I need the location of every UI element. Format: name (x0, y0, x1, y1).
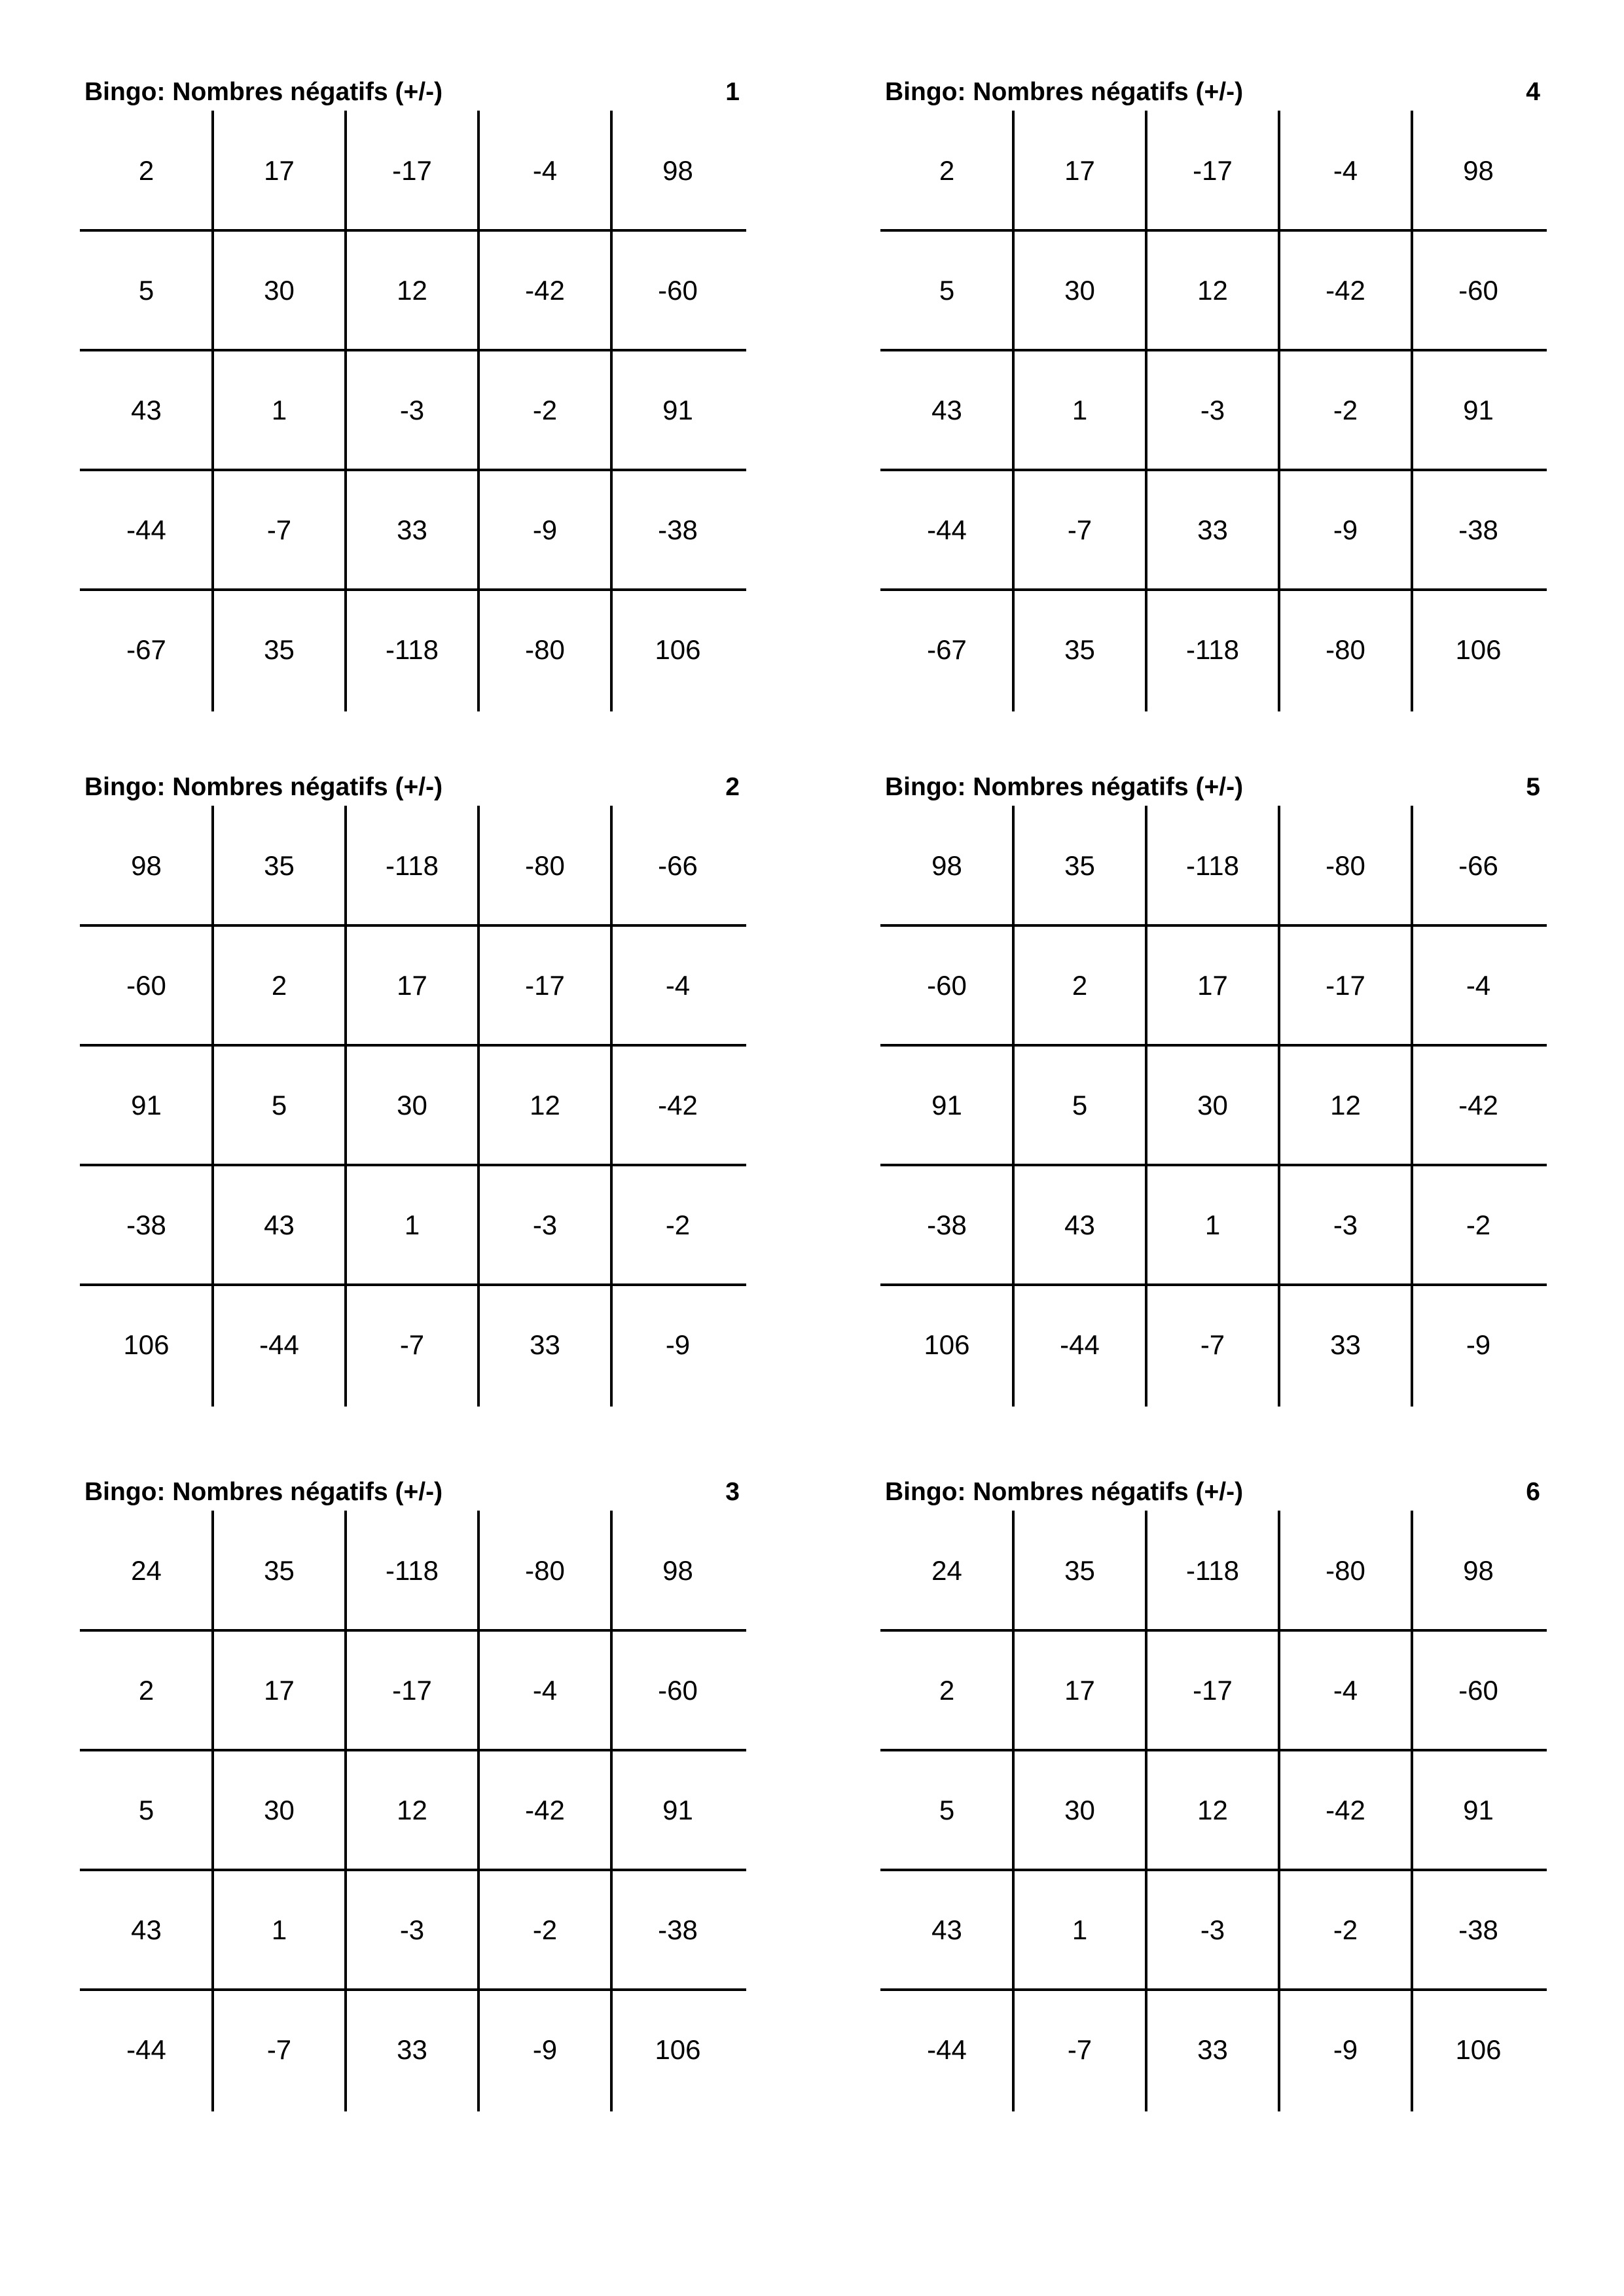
grid-horizontal-line (880, 1044, 1547, 1047)
grid-cell: -42 (525, 1794, 565, 1825)
grid-cell: 43 (1064, 1209, 1095, 1240)
grid-cell: 24 (931, 1554, 962, 1586)
grid-cell: -17 (1326, 969, 1365, 1001)
grid-vertical-line (344, 806, 347, 1407)
grid-cell: -2 (532, 1914, 558, 1945)
grid-horizontal-line (880, 1749, 1547, 1751)
grid-horizontal-line (80, 229, 746, 232)
grid-cell: 98 (1463, 154, 1494, 186)
grid-vertical-line (1411, 806, 1413, 1407)
grid-cell: 1 (1072, 1914, 1088, 1945)
grid-cell: -42 (525, 274, 565, 306)
card-title: Bingo: Nombres négatifs (+/-) (885, 773, 1244, 801)
grid-cell: 35 (264, 1554, 295, 1586)
card-header (80, 770, 746, 806)
grid-cell: 12 (1330, 1089, 1361, 1121)
card-header (80, 75, 746, 111)
grid-vertical-line (1145, 111, 1147, 711)
grid-cell: 91 (1463, 1794, 1494, 1825)
grid-vertical-line (1411, 111, 1413, 711)
card-number: 6 (1526, 1478, 1540, 1506)
grid-cell: 12 (530, 1089, 560, 1121)
grid-cell: -44 (259, 1329, 299, 1360)
grid-cell: -60 (126, 969, 166, 1001)
grid-cell: 35 (1064, 1554, 1095, 1586)
grid-cell: -42 (1326, 274, 1365, 306)
grid-cell: -38 (1458, 1914, 1498, 1945)
grid-vertical-line (1278, 1511, 1280, 2111)
grid-cell: -67 (927, 634, 967, 665)
grid-vertical-line (477, 111, 480, 711)
grid-horizontal-line (880, 469, 1547, 471)
grid-cell: -2 (1333, 1914, 1358, 1945)
grid-cell: -17 (392, 1674, 432, 1706)
grid-cell: -44 (1060, 1329, 1100, 1360)
grid-vertical-line (344, 1511, 347, 2111)
grid-horizontal-line (880, 588, 1547, 591)
grid-horizontal-line (880, 349, 1547, 351)
grid-cell: 1 (1072, 394, 1088, 425)
bingo-card (880, 75, 1547, 711)
grid-horizontal-line (880, 1869, 1547, 1871)
grid-cell: 1 (271, 394, 287, 425)
grid-cell: -80 (525, 1554, 565, 1586)
grid-cell: 33 (397, 514, 427, 545)
grid-cell: -7 (1067, 514, 1092, 545)
grid-horizontal-line (880, 229, 1547, 232)
grid-cell: 33 (530, 1329, 560, 1360)
grid-cell: -67 (126, 634, 166, 665)
grid-cell: -118 (386, 634, 439, 665)
grid-cell: 98 (931, 850, 962, 881)
card-header (880, 75, 1547, 111)
grid-horizontal-line (80, 1869, 746, 1871)
grid-cell: 12 (1197, 274, 1228, 306)
card-header (880, 1475, 1547, 1511)
grid-cell: 5 (939, 274, 955, 306)
grid-vertical-line (477, 806, 480, 1407)
grid-cell: 5 (138, 1794, 154, 1825)
grid-cell: -7 (399, 1329, 425, 1360)
grid-cell: 17 (397, 969, 427, 1001)
grid-cell: 43 (931, 1914, 962, 1945)
grid-cell: 35 (1064, 850, 1095, 881)
grid-cell: -66 (658, 850, 698, 881)
bingo-grid (880, 806, 1547, 1407)
grid-cell: -118 (1186, 850, 1239, 881)
grid-cell: 5 (271, 1089, 287, 1121)
grid-horizontal-line (80, 469, 746, 471)
grid-cell: 33 (1197, 514, 1228, 545)
grid-vertical-line (610, 111, 613, 711)
grid-cell: 2 (939, 154, 955, 186)
grid-cell: -38 (658, 1914, 698, 1945)
bingo-card (80, 75, 746, 711)
grid-cell: 17 (1064, 1674, 1095, 1706)
grid-cell: 33 (397, 2034, 427, 2065)
grid-cell: -2 (1466, 1209, 1491, 1240)
grid-cell: 91 (1463, 394, 1494, 425)
grid-cell: 35 (264, 850, 295, 881)
grid-cell: 35 (264, 634, 295, 665)
grid-cell: -80 (1326, 850, 1365, 881)
grid-cell: 43 (264, 1209, 295, 1240)
grid-cell: -42 (658, 1089, 698, 1121)
card-header (880, 770, 1547, 806)
grid-cell: -3 (1200, 1914, 1225, 1945)
grid-cell: 1 (271, 1914, 287, 1945)
grid-cell: -3 (399, 1914, 425, 1945)
card-title: Bingo: Nombres négatifs (+/-) (84, 1478, 443, 1506)
grid-cell: -60 (1458, 1674, 1498, 1706)
bingo-grid (80, 1511, 746, 2111)
grid-cell: -60 (927, 969, 967, 1001)
grid-cell: 1 (404, 1209, 420, 1240)
grid-horizontal-line (880, 1988, 1547, 1991)
grid-horizontal-line (80, 1044, 746, 1047)
grid-horizontal-line (80, 349, 746, 351)
card-header (80, 1475, 746, 1511)
grid-cell: 43 (131, 394, 162, 425)
grid-cell: -17 (392, 154, 432, 186)
grid-cell: -38 (658, 514, 698, 545)
grid-cell: -38 (1458, 514, 1498, 545)
grid-cell: 5 (939, 1794, 955, 1825)
grid-cell: 43 (931, 394, 962, 425)
bingo-grid (80, 111, 746, 711)
grid-cell: 12 (1197, 1794, 1228, 1825)
grid-cell: 17 (1197, 969, 1228, 1001)
grid-cell: 2 (939, 1674, 955, 1706)
grid-vertical-line (1012, 806, 1015, 1407)
grid-cell: -17 (525, 969, 565, 1001)
grid-cell: 33 (1197, 2034, 1228, 2065)
grid-cell: -7 (1200, 1329, 1225, 1360)
bingo-grid (80, 806, 746, 1407)
grid-horizontal-line (80, 1988, 746, 1991)
grid-vertical-line (1012, 111, 1015, 711)
grid-vertical-line (610, 806, 613, 1407)
grid-cell: -3 (1200, 394, 1225, 425)
grid-cell: 17 (264, 1674, 295, 1706)
grid-cell: 91 (131, 1089, 162, 1121)
grid-cell: -9 (665, 1329, 691, 1360)
grid-cell: -7 (1067, 2034, 1092, 2065)
card-number: 4 (1526, 78, 1540, 106)
grid-vertical-line (1012, 1511, 1015, 2111)
grid-horizontal-line (880, 1629, 1547, 1632)
grid-cell: -80 (525, 634, 565, 665)
grid-cell: 17 (1064, 154, 1095, 186)
grid-cell: 106 (655, 2034, 701, 2065)
grid-vertical-line (1411, 1511, 1413, 2111)
grid-cell: -3 (532, 1209, 558, 1240)
grid-cell: -7 (266, 514, 292, 545)
grid-cell: -9 (1333, 2034, 1358, 2065)
grid-cell: -80 (525, 850, 565, 881)
grid-vertical-line (1278, 111, 1280, 711)
grid-cell: -80 (1326, 634, 1365, 665)
grid-vertical-line (211, 1511, 214, 2111)
grid-horizontal-line (80, 924, 746, 927)
grid-cell: 106 (123, 1329, 170, 1360)
grid-cell: -4 (532, 154, 558, 186)
bingo-card (880, 1475, 1547, 2111)
grid-cell: -66 (1458, 850, 1498, 881)
grid-horizontal-line (80, 1283, 746, 1286)
grid-cell: 91 (931, 1089, 962, 1121)
grid-cell: 24 (131, 1554, 162, 1586)
card-number: 3 (725, 1478, 740, 1506)
grid-cell: 30 (264, 1794, 295, 1825)
grid-cell: 106 (1455, 2034, 1502, 2065)
grid-cell: -2 (665, 1209, 691, 1240)
grid-vertical-line (477, 1511, 480, 2111)
grid-cell: 30 (1064, 1794, 1095, 1825)
grid-horizontal-line (880, 1164, 1547, 1166)
grid-cell: -44 (927, 514, 967, 545)
grid-cell: 98 (131, 850, 162, 881)
grid-cell: -17 (1193, 154, 1233, 186)
grid-horizontal-line (80, 588, 746, 591)
grid-cell: -4 (1333, 1674, 1358, 1706)
grid-cell: 106 (924, 1329, 970, 1360)
grid-cell: -3 (1333, 1209, 1358, 1240)
grid-cell: 12 (397, 1794, 427, 1825)
card-number: 5 (1526, 773, 1540, 801)
grid-cell: -7 (266, 2034, 292, 2065)
grid-cell: 98 (662, 1554, 693, 1586)
grid-horizontal-line (880, 924, 1547, 927)
grid-cell: 5 (1072, 1089, 1088, 1121)
grid-horizontal-line (80, 1164, 746, 1166)
grid-cell: 30 (264, 274, 295, 306)
grid-cell: 33 (1330, 1329, 1361, 1360)
grid-vertical-line (1278, 806, 1280, 1407)
grid-cell: -2 (1333, 394, 1358, 425)
card-number: 1 (725, 78, 740, 106)
grid-cell: -60 (1458, 274, 1498, 306)
grid-cell: -4 (532, 1674, 558, 1706)
grid-vertical-line (211, 111, 214, 711)
grid-cell: 2 (138, 1674, 154, 1706)
grid-cell: -118 (386, 850, 439, 881)
grid-horizontal-line (80, 1749, 746, 1751)
bingo-card (80, 770, 746, 1407)
grid-cell: -38 (927, 1209, 967, 1240)
grid-vertical-line (211, 806, 214, 1407)
grid-cell: 17 (264, 154, 295, 186)
grid-horizontal-line (80, 1629, 746, 1632)
card-title: Bingo: Nombres négatifs (+/-) (84, 773, 443, 801)
grid-cell: 91 (662, 1794, 693, 1825)
grid-vertical-line (344, 111, 347, 711)
grid-cell: 106 (1455, 634, 1502, 665)
grid-cell: -60 (658, 274, 698, 306)
grid-cell: 2 (1072, 969, 1088, 1001)
grid-cell: 30 (397, 1089, 427, 1121)
grid-cell: 35 (1064, 634, 1095, 665)
grid-cell: -118 (1186, 634, 1239, 665)
grid-cell: 2 (138, 154, 154, 186)
grid-cell: -42 (1326, 1794, 1365, 1825)
grid-cell: -42 (1458, 1089, 1498, 1121)
card-title: Bingo: Nombres négatifs (+/-) (84, 78, 443, 106)
grid-cell: -4 (665, 969, 691, 1001)
grid-vertical-line (610, 1511, 613, 2111)
grid-horizontal-line (880, 1283, 1547, 1286)
grid-vertical-line (1145, 806, 1147, 1407)
grid-cell: -44 (927, 2034, 967, 2065)
grid-cell: -3 (399, 394, 425, 425)
grid-cell: 12 (397, 274, 427, 306)
grid-cell: 2 (271, 969, 287, 1001)
grid-cell: 98 (662, 154, 693, 186)
grid-cell: -4 (1333, 154, 1358, 186)
grid-cell: -2 (532, 394, 558, 425)
grid-cell: -44 (126, 2034, 166, 2065)
grid-cell: -44 (126, 514, 166, 545)
card-title: Bingo: Nombres négatifs (+/-) (885, 1478, 1244, 1506)
bingo-card (880, 770, 1547, 1407)
card-number: 2 (725, 773, 740, 801)
grid-cell: -9 (532, 514, 558, 545)
grid-cell: -38 (126, 1209, 166, 1240)
grid-cell: 43 (131, 1914, 162, 1945)
grid-cell: -4 (1466, 969, 1491, 1001)
grid-cell: -9 (1333, 514, 1358, 545)
grid-cell: 5 (138, 274, 154, 306)
bingo-card (80, 1475, 746, 2111)
grid-cell: 91 (662, 394, 693, 425)
grid-cell: 30 (1197, 1089, 1228, 1121)
bingo-grid (880, 1511, 1547, 2111)
grid-cell: -17 (1193, 1674, 1233, 1706)
bingo-grid (880, 111, 1547, 711)
grid-cell: -80 (1326, 1554, 1365, 1586)
grid-cell: 30 (1064, 274, 1095, 306)
grid-cell: -118 (386, 1554, 439, 1586)
card-title: Bingo: Nombres négatifs (+/-) (885, 78, 1244, 106)
grid-vertical-line (1145, 1511, 1147, 2111)
grid-cell: -9 (532, 2034, 558, 2065)
grid-cell: -60 (658, 1674, 698, 1706)
grid-cell: 98 (1463, 1554, 1494, 1586)
grid-cell: 106 (655, 634, 701, 665)
grid-cell: 1 (1204, 1209, 1221, 1240)
grid-cell: -9 (1466, 1329, 1491, 1360)
grid-cell: -118 (1186, 1554, 1239, 1586)
